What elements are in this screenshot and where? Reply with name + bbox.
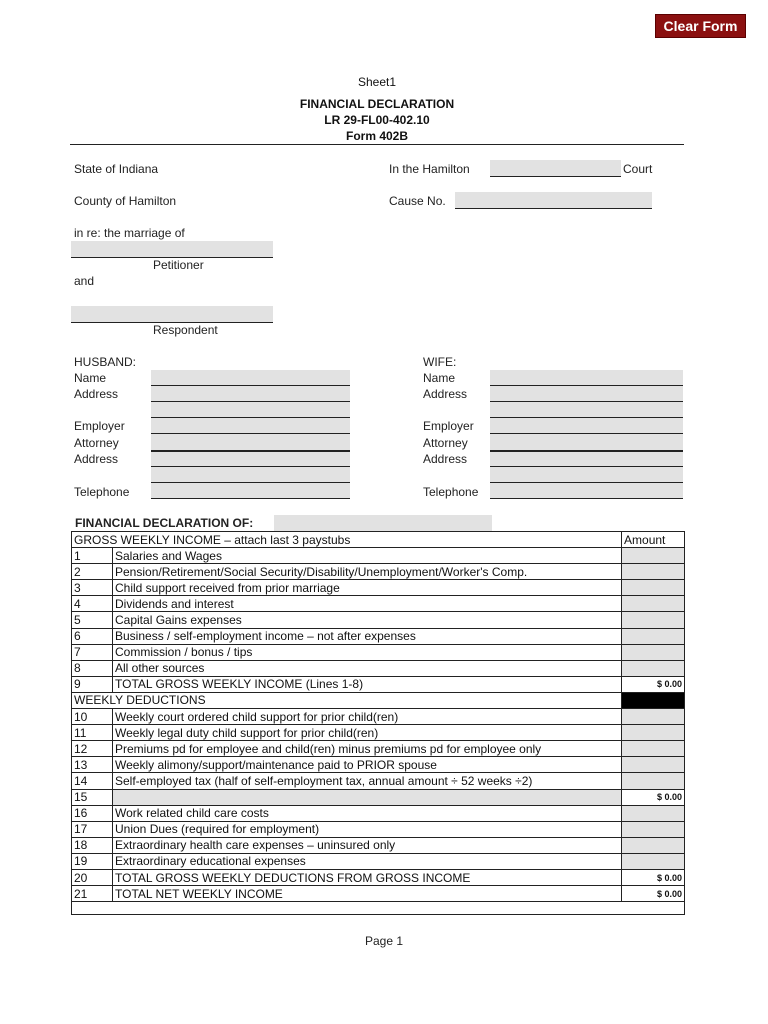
table-row: [72, 612, 685, 628]
table-row: [72, 837, 685, 853]
line-number: 19: [72, 853, 113, 869]
husband-underline: [151, 433, 350, 434]
wife-telephone-label: Telephone: [423, 485, 479, 499]
wife-underline: [490, 498, 683, 499]
table-row: [72, 853, 685, 869]
line-amount-field[interactable]: [622, 548, 685, 564]
table-row: [72, 644, 685, 660]
wife-telephone-field[interactable]: [490, 483, 683, 499]
page-number: Page 1: [364, 934, 404, 948]
line-description: Business / self-employment income – not after expenses: [113, 628, 622, 644]
line-amount-field[interactable]: [622, 580, 685, 596]
declaration-of-label: FINANCIAL DECLARATION OF:: [75, 516, 254, 530]
husband-underline: [151, 450, 350, 452]
line-description: Weekly legal duty child support for prior child(ren): [113, 725, 622, 741]
husband-telephone-field[interactable]: [151, 483, 350, 499]
line-description: Capital Gains expenses: [113, 612, 622, 628]
line-total-amount: $ 0.00: [622, 886, 685, 902]
line-number: 6: [72, 628, 113, 644]
line-number: 2: [72, 564, 113, 580]
table-row: [72, 725, 685, 741]
petitioner-field[interactable]: [71, 241, 273, 257]
husband-attorney-label: Attorney: [74, 436, 119, 450]
line-number: 1: [72, 548, 113, 564]
line-number: 17: [72, 821, 113, 837]
court-label: Court: [623, 162, 653, 176]
line-amount-field[interactable]: [622, 821, 685, 837]
table-row: [72, 741, 685, 757]
line-amount-field[interactable]: [622, 628, 685, 644]
form-number: Form 402B: [345, 129, 409, 143]
income-deductions-table: [71, 531, 685, 915]
wife-employer-field[interactable]: [490, 418, 683, 434]
in-re-label: in re: the marriage of: [74, 226, 185, 240]
wife-address-label: Address: [423, 387, 468, 401]
line-description: Premiums pd for employee and child(ren) minus premiums pd for employee only: [113, 741, 622, 757]
wife-underline: [490, 385, 683, 386]
line-total-amount: $ 0.00: [622, 789, 685, 805]
table-row: [72, 548, 685, 564]
husband-attorney-address-field-2[interactable]: [151, 467, 350, 483]
cause-no-field[interactable]: [455, 192, 652, 208]
line-description: Weekly alimony/support/maintenance paid to PRIOR spouse: [113, 757, 622, 773]
wife-attorney-label: Attorney: [423, 436, 468, 450]
husband-attorney-address-field-1[interactable]: [151, 451, 350, 467]
table-row: [72, 709, 685, 725]
husband-underline: [151, 466, 350, 467]
respondent-field[interactable]: [71, 306, 273, 322]
line-number: 11: [72, 725, 113, 741]
husband-name-field[interactable]: [151, 370, 350, 386]
blank-cell: [72, 902, 685, 915]
table-row: [72, 580, 685, 596]
line-description: TOTAL GROSS WEEKLY DEDUCTIONS FROM GROSS INCOME: [113, 869, 622, 885]
table-row: [72, 805, 685, 821]
cause-no-label: Cause No.: [389, 194, 446, 208]
petitioner-label: Petitioner: [153, 258, 204, 272]
wife-attorney-field[interactable]: [490, 434, 683, 451]
husband-address-label: Address: [74, 387, 119, 401]
line-amount-field[interactable]: [622, 596, 685, 612]
line-description: Work related child care costs: [113, 805, 622, 821]
table-row: [72, 886, 685, 902]
wife-underline: [490, 401, 683, 402]
deductions-header-amount: [622, 692, 685, 708]
form-rule-number: LR 29-FL00-402.10: [324, 113, 430, 127]
table-row: [72, 821, 685, 837]
wife-name-field[interactable]: [490, 370, 683, 386]
husband-address-field-2[interactable]: [151, 402, 350, 418]
table-row: [72, 773, 685, 789]
line-description: [113, 789, 622, 805]
form-title: FINANCIAL DECLARATION: [299, 97, 455, 111]
husband-attorney-field[interactable]: [151, 434, 350, 451]
clear-form-button[interactable]: Clear Form: [655, 14, 746, 38]
county-label: County of Hamilton: [74, 194, 177, 208]
line-description: Salaries and Wages: [113, 548, 622, 564]
line-description: TOTAL GROSS WEEKLY INCOME (Lines 1-8): [113, 676, 622, 692]
wife-attorney-address-field-2[interactable]: [490, 467, 683, 483]
line-amount-field[interactable]: [622, 805, 685, 821]
line-number: 4: [72, 596, 113, 612]
line-description: Pension/Retirement/Social Security/Disability/Unemployment/Worker's Comp.: [113, 564, 622, 580]
line-amount-field[interactable]: [622, 725, 685, 741]
line-amount-field[interactable]: [622, 757, 685, 773]
line-number: 7: [72, 644, 113, 660]
line-amount-field[interactable]: [622, 773, 685, 789]
income-header: GROSS WEEKLY INCOME – attach last 3 paystubs: [72, 532, 622, 548]
line-description: Weekly court ordered child support for prior child(ren): [113, 709, 622, 725]
table-row: [72, 789, 685, 805]
deductions-header-row: [72, 692, 685, 708]
line-amount-field[interactable]: [622, 564, 685, 580]
husband-heading: HUSBAND:: [74, 355, 137, 369]
amount-header: Amount: [622, 532, 685, 548]
line-description: Union Dues (required for employment): [113, 821, 622, 837]
line-amount-field[interactable]: [622, 612, 685, 628]
line-number: 8: [72, 660, 113, 676]
table-row: [72, 660, 685, 676]
court-prefix-label: In the Hamilton: [389, 162, 470, 176]
husband-underline: [151, 482, 350, 483]
wife-underline: [490, 482, 683, 483]
wife-underline: [490, 466, 683, 467]
husband-underline: [151, 417, 350, 418]
line-number: 3: [72, 580, 113, 596]
table-row: [72, 869, 685, 885]
line-description: Commission / bonus / tips: [113, 644, 622, 660]
table-row: [72, 596, 685, 612]
line-number: 18: [72, 837, 113, 853]
and-label: and: [74, 274, 95, 288]
wife-address-field-2[interactable]: [490, 402, 683, 418]
husband-attorney-address-label: Address: [74, 452, 119, 466]
line-description: Extraordinary educational expenses: [113, 853, 622, 869]
line-amount-field[interactable]: [622, 837, 685, 853]
deductions-header: WEEKLY DEDUCTIONS: [72, 692, 622, 708]
line-number: 14: [72, 773, 113, 789]
line-total-amount: $ 0.00: [622, 676, 685, 692]
line-number: 9: [72, 676, 113, 692]
table-row: [72, 757, 685, 773]
line-number: 5: [72, 612, 113, 628]
line-description: Extraordinary health care expenses – uninsured only: [113, 837, 622, 853]
state-label: State of Indiana: [74, 162, 159, 176]
husband-employer-field[interactable]: [151, 418, 350, 434]
husband-underline: [151, 401, 350, 402]
line-amount-field[interactable]: [622, 644, 685, 660]
line-number: 16: [72, 805, 113, 821]
court-field-underline: [490, 176, 621, 177]
wife-attorney-address-field-1[interactable]: [490, 451, 683, 467]
sheet-label: Sheet1: [357, 75, 397, 89]
husband-underline: [151, 498, 350, 499]
wife-employer-label: Employer: [423, 419, 474, 433]
wife-name-label: Name: [423, 371, 456, 385]
husband-employer-label: Employer: [74, 419, 125, 433]
declaration-of-field[interactable]: [274, 515, 492, 531]
table-row: [72, 628, 685, 644]
line-number: 10: [72, 709, 113, 725]
line-description: TOTAL NET WEEKLY INCOME: [113, 886, 622, 902]
husband-name-label: Name: [74, 371, 107, 385]
cause-no-underline: [455, 208, 652, 209]
line-amount-field[interactable]: [622, 709, 685, 725]
line-number: 12: [72, 741, 113, 757]
court-field[interactable]: [490, 160, 621, 176]
respondent-label: Respondent: [153, 323, 218, 337]
line-total-amount: $ 0.00: [622, 869, 685, 885]
wife-underline: [490, 433, 683, 434]
line-number: 20: [72, 869, 113, 885]
line-number: 21: [72, 886, 113, 902]
line-amount-field[interactable]: [622, 660, 685, 676]
husband-address-field-1[interactable]: [151, 386, 350, 402]
table-row: [72, 676, 685, 692]
wife-address-field-1[interactable]: [490, 386, 683, 402]
table-header-row: [72, 532, 685, 548]
line-description: All other sources: [113, 660, 622, 676]
wife-attorney-address-label: Address: [423, 452, 468, 466]
husband-underline: [151, 385, 350, 386]
line-amount-field[interactable]: [622, 741, 685, 757]
wife-underline: [490, 417, 683, 418]
wife-heading: WIFE:: [423, 355, 457, 369]
wife-underline: [490, 450, 683, 452]
table-blank-row: [72, 902, 685, 915]
line-amount-field[interactable]: [622, 853, 685, 869]
line-description: Dividends and interest: [113, 596, 622, 612]
line-number: 13: [72, 757, 113, 773]
line-number: 15: [72, 789, 113, 805]
table-row: [72, 564, 685, 580]
header-divider: [70, 144, 684, 145]
line-description: Child support received from prior marriage: [113, 580, 622, 596]
line-description: Self-employed tax (half of self-employment tax, annual amount ÷ 52 weeks ÷2): [113, 773, 622, 789]
husband-telephone-label: Telephone: [74, 485, 130, 499]
